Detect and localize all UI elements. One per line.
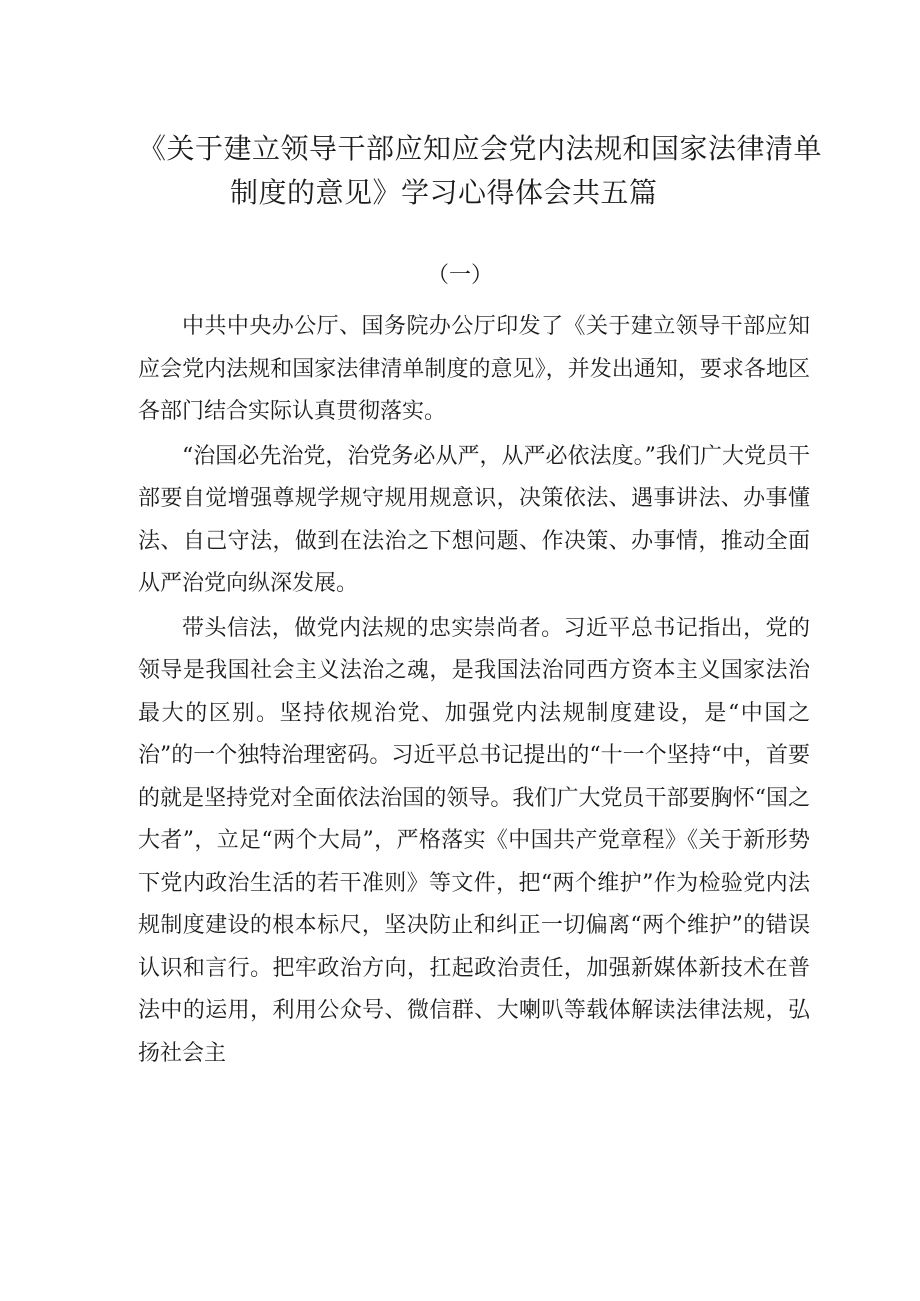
title-line-1: 《关于建立领导干部应知应会党内法规和国家法律清单 bbox=[138, 131, 823, 165]
section-number: （一） bbox=[426, 263, 493, 288]
title-line-2: 制度的意见》学习心得体会共五篇 bbox=[230, 175, 658, 209]
document-title bbox=[138, 127, 823, 215]
body-text bbox=[138, 306, 810, 1077]
paragraph: “治国必先治党，治党务必从严，从严必依法度。”我们广大党员干部要自觉增强尊规学规守规用规意识，决策依法、遇事讲法、办事懂法、自己守法，做到在法治之下想问题、作决策、办事情，推动全面从严治党向纵深发展。 bbox=[138, 443, 810, 596]
paragraph: 带头信法，做党内法规的忠实崇尚者。习近平总书记指出，党的领导是我国社会主义法治之魂，是我国法治同西方资本主义国家法治最大的区别。坚持依规治党、加强党内法规制度建设，是“中国之治”的一个独特治理密码。习近平总书记提出的“十一个坚持“中，首要的就是坚持党对全面依法治国的领导。我们广大党员干部要胸怀“国之大者”，立足“两个大局”，严格落实《中国共产党章程》《关于新形势下党内政治生活的若干准则》等文件，把“两个维护”作为检验党内法规制度建设的根本标尺，坚决防止和纠正一切偏离“两个维护”的错误认识和言行。把牢政治方向，扛起政治责任，加强新媒体新技术在普法中的运用，利用公众号、微信群、大喇叭等载体解读法律法规，弘扬社会主 bbox=[138, 615, 810, 1066]
paragraph: 中共中央办公厅、国务院办公厅印发了《关于建立领导干部应知应会党内法规和国家法律清单制度的意见》，并发出通知，要求各地区各部门结合实际认真贯彻落实。 bbox=[138, 314, 810, 424]
